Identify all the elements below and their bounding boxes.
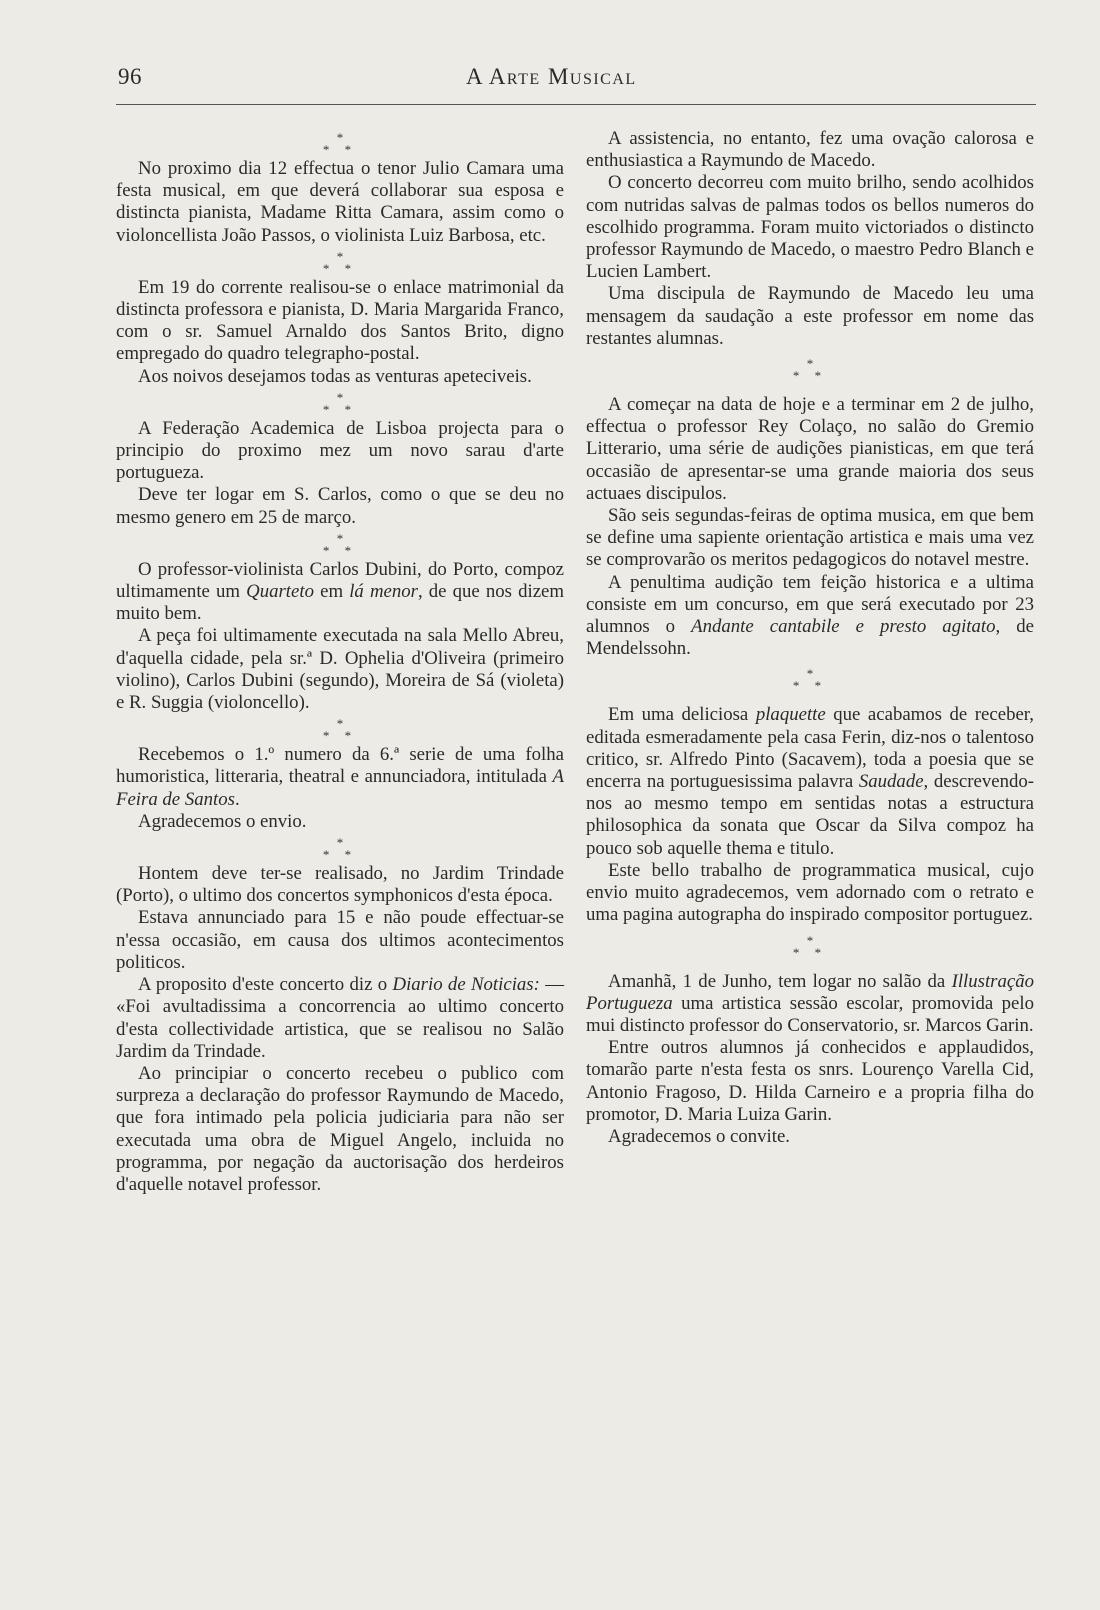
paragraph: Ao principiar o concerto recebeu o publico com surpreza a declaração do professor Raymundo de Macedo, que fora intimado pela policia judiciaria para não ser executada uma obra de Miguel Angelo, incluida no programma, por negação da auctorisação dos herdeiros d'aquelle notavel professor. [116, 1062, 564, 1195]
section-separator: * * * [322, 130, 358, 157]
paragraph: Deve ter logar em S. Carlos, como o que se deu no mesmo genero em 25 de março. [116, 484, 564, 528]
section-separator: * * * [792, 356, 828, 384]
paragraph: Em uma deliciosa plaquette que acabamos de receber, editada esmeradamente pela casa Ferin, diz-nos o talentoso critico, sr. Alfredo Pinto (Sacavem), toda a poesia que se encerra na portuguesissima palavra Saudade, descrevendo-nos ao mesmo tempo em sentidas notas a estructura philosophica da sonata que Oscar da Silva compoz ha pouco sob aquelle thema e titulo. [586, 704, 1034, 859]
paragraph: Uma discipula de Raymundo de Macedo leu uma mensagem da saudação a este professor em nome das restantes alumnas. [586, 283, 1034, 349]
section-separator: * * * [322, 835, 358, 863]
paragraph: A assistencia, no entanto, fez uma ovação calorosa e enthusiastica a Raymundo de Macedo. [586, 128, 1034, 172]
section-separator: * * * [322, 716, 358, 744]
journal-title: A Arte Musical [466, 64, 637, 89]
right-column [586, 128, 1034, 1148]
paragraph: A Federação Academica de Lisboa projecta para o principio do proximo mez um novo sarau d'arte portugueza. [116, 417, 564, 484]
paragraph: Agradecemos o envio. [138, 810, 307, 832]
page-number: 96 [118, 64, 142, 89]
section-separator: * * * [322, 248, 358, 276]
paragraph: No proximo dia 12 effectua o tenor Julio Camara uma festa musical, em que deverá collaborar sua esposa e distincta pianista, Madame Ritta Camara, assim como o violoncellista João Passos, o violinista Luiz Barbosa, etc. [116, 158, 564, 246]
paragraph: Agradecemos o convite. [608, 1125, 791, 1147]
paragraph: O professor-violinista Carlos Dubini, do Porto, compoz ultimamente um Quarteto em lá menor, de que nos dizem muito bem. [116, 558, 564, 625]
paragraph: Entre outros alumnos já conhecidos e applaudidos, tomarão parte n'esta festa os snrs. Lourenço Varella Cid, Antonio Fragoso, D. Hilda Carneiro e a propria filha do promotor, D. Maria Luiza Garin. [586, 1037, 1034, 1125]
section-separator: * * * [322, 530, 358, 558]
paragraph: Estava annunciado para 15 e não poude effectuar-se n'essa occasião, em causa dos ultimos acontecimentos politicos. [116, 907, 564, 973]
paragraph: A peça foi ultimamente executada na sala Mello Abreu, d'aquella cidade, pela sr.ª D. Ophelia d'Oliveira (primeiro violino), Carlos Dubini (segundo), Moreira de Sá (violeta) e R. Suggia (violoncello). [116, 625, 564, 714]
paragraph: A penultima audição tem feição historica e a ultima consiste em um concurso, em que será executado por 23 alumnos o Andante cantabile e presto agitato, de Mendelssohn. [586, 571, 1034, 660]
header-rule [116, 104, 1036, 105]
section-separator: * * * [792, 932, 828, 960]
page-header [118, 64, 1038, 96]
paragraph: A começar na data de hoje e a terminar em 2 de julho, effectua o professor Rey Colaço, no salão do Gremio Litterario, uma série de audições pianisticas, em que terá occasião de apresentar-se uma grande maioria dos seus actuaes discipulos. [586, 394, 1034, 504]
paragraph: São seis segundas-feiras de optima musica, em que bem se define uma sapiente orientação artistica e mais uma vez se comprovarão os meritos pedagogicos do notavel mestre. [586, 505, 1034, 571]
paragraph: Recebemos o 1.º numero da 6.ª serie de uma folha humoristica, litteraria, theatral e annunciadora, intitulada A Feira de Santos. [116, 744, 564, 810]
section-separator: * * * [792, 666, 828, 694]
paragraph: A proposito d'este concerto diz o Diario de Noticias: — «Foi avultadissima a concorrencia ao ultimo concerto d'esta collectividade artistica, que se realisou no Salão Jardim da Trindade. [116, 974, 564, 1062]
paragraph: Aos noivos desejamos todas as venturas apeteciveis. [138, 365, 532, 387]
paragraph: O concerto decorreu com muito brilho, sendo acolhidos com nutridas salvas de palmas todos os bellos numeros do escolhido programma. Foram muito victoriados o distincto professor Raymundo de Macedo, o maestro Pedro Blanch e Lucien Lambert. [586, 172, 1034, 283]
paragraph: Este bello trabalho de programmatica musical, cujo envio muito agradecemos, vem adornado com o retrato e uma pagina autographa do inspirado compositor portuguez. [586, 859, 1034, 926]
paragraph: Em 19 do corrente realisou-se o enlace matrimonial da distincta professora e pianista, D. Maria Margarida Franco, com o sr. Samuel Arnaldo dos Santos Brito, digno empregado do quadro telegrapho-postal. [116, 276, 564, 365]
section-separator: * * * [322, 389, 358, 417]
paragraph: Hontem deve ter-se realisado, no Jardim Trindade (Porto), o ultimo dos concertos symphonicos d'esta época. [116, 863, 564, 907]
left-column [116, 128, 564, 1196]
paragraph: Amanhã, 1 de Junho, tem logar no salão da Illustração Portugueza uma artistica sessão escolar, promovida pelo mui distincto professor do Conservatorio, sr. Marcos Garin. [586, 970, 1034, 1036]
